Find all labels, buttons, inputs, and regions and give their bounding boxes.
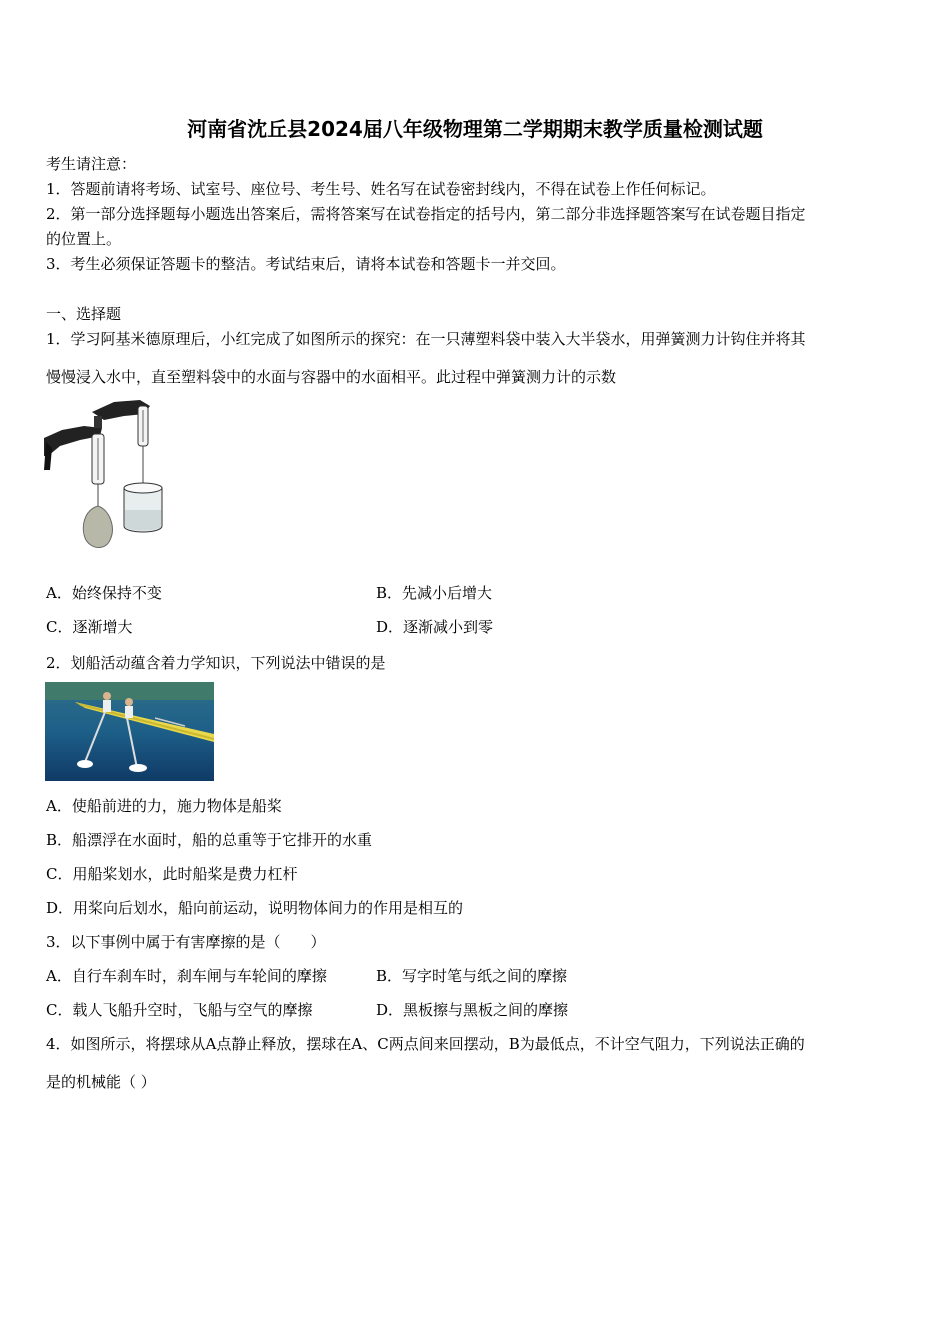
q3-option-c: C．载人飞船升空时，飞船与空气的摩擦 bbox=[46, 1001, 313, 1019]
q3-option-d: D．黑板擦与黑板之间的摩擦 bbox=[376, 1001, 569, 1019]
q1-option-a: A．始终保持不变 bbox=[46, 584, 162, 602]
q2-option-c: C．用船桨划水，此时船桨是费力杠杆 bbox=[46, 865, 298, 883]
notice-item-1: 1．答题前请将考场、试室号、座位号、考生号、姓名写在试卷密封线内，不得在试卷上作任何标记。 bbox=[46, 180, 716, 198]
q1-option-d: D．逐渐减小到零 bbox=[376, 618, 494, 636]
q1-option-c: C．逐渐增大 bbox=[46, 618, 133, 636]
q2-stem: 2．划船活动蕴含着力学知识，下列说法中错误的是 bbox=[46, 654, 386, 672]
q1-stem-line2: 慢慢浸入水中，直至塑料袋中的水面与容器中的水面相平。此过程中弹簧测力计的示数 bbox=[46, 368, 617, 386]
notice-heading: 考生请注意： bbox=[46, 155, 137, 173]
page-title: 河南省沈丘县2024届八年级物理第二学期期末教学质量检测试题 bbox=[187, 117, 763, 141]
q4-stem-line2: 是的机械能（ ） bbox=[46, 1073, 156, 1091]
notice-item-2: 2．第一部分选择题每小题选出答案后，需将答案写在试卷指定的括号内，第二部分非选择题答案写在试卷题目指定 bbox=[46, 205, 806, 223]
section-heading: 一、选择题 bbox=[46, 305, 122, 323]
q4-stem-line1: 4．如图所示，将摆球从A点静止释放，摆球在A、C两点间来回摆动，B为最低点，不计空气阻力，下列说法正确的 bbox=[46, 1035, 805, 1053]
q3-stem: 3．以下事例中属于有害摩擦的是（ ） bbox=[46, 933, 326, 951]
q2-option-d: D．用桨向后划水，船向前运动，说明物体间力的作用是相互的 bbox=[46, 899, 464, 917]
q2-option-b: B．船漂浮在水面时，船的总重等于它排开的水重 bbox=[46, 831, 373, 849]
q1-spring-scale-figure bbox=[44, 398, 174, 556]
q1-option-b: B．先减小后增大 bbox=[376, 584, 493, 602]
notice-item-3: 3．考生必须保证答题卡的整洁。考试结束后，请将本试卷和答题卡一并交回。 bbox=[46, 255, 566, 273]
q2-option-a: A．使船前进的力，施力物体是船桨 bbox=[46, 797, 282, 815]
q3-option-b: B．写字时笔与纸之间的摩擦 bbox=[376, 967, 568, 985]
q1-stem-line1: 1．学习阿基米德原理后，小红完成了如图所示的探究：在一只薄塑料袋中装入大半袋水，用弹簧测力计钩住并将其 bbox=[46, 330, 806, 348]
q3-option-a: A．自行车刹车时，刹车闸与车轮间的摩擦 bbox=[46, 967, 327, 985]
q2-rowing-boat-photo bbox=[45, 682, 214, 781]
notice-item-2-cont: 的位置上。 bbox=[46, 230, 122, 248]
